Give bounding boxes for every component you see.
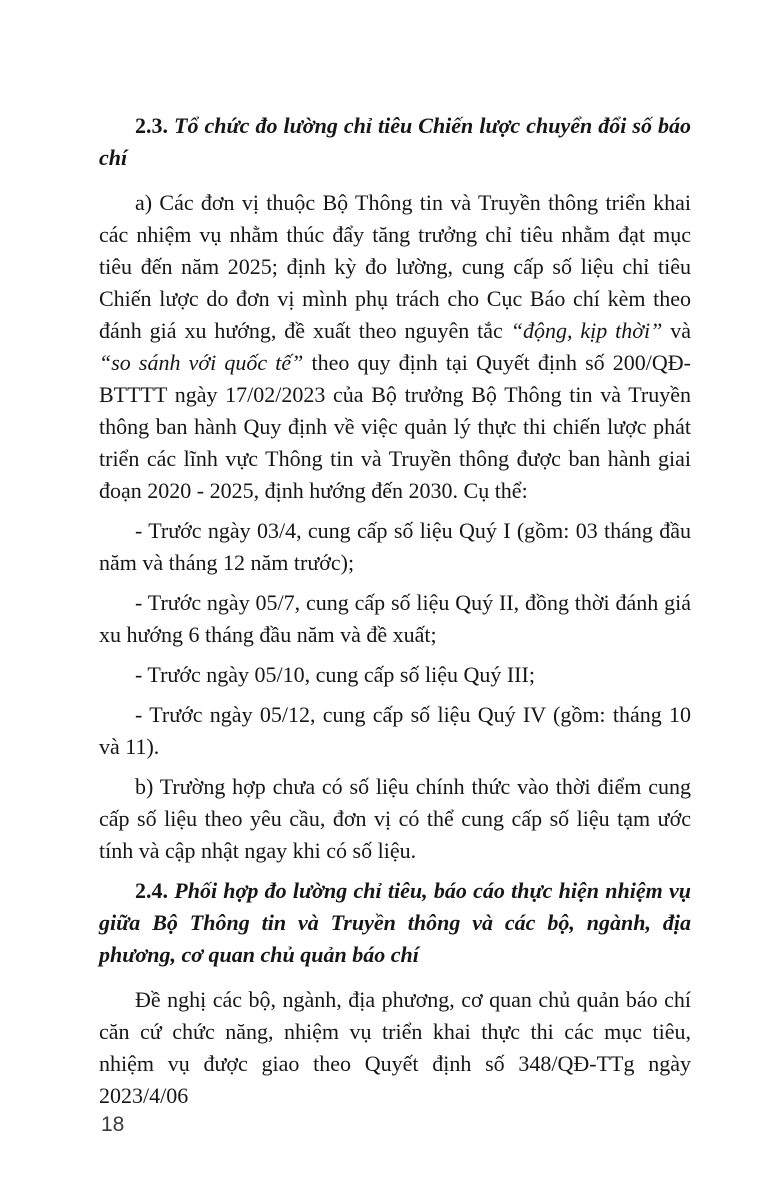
- page-content: [99, 104, 691, 1120]
- bullet-item-quarter-4: - Trước ngày 05/12, cung cấp số liệu Quý IV (gồm: tháng 10 và 11).: [99, 702, 691, 759]
- paragraph-a-text-2: và: [662, 318, 692, 343]
- section-2-3-number: 2.3.: [135, 113, 168, 138]
- paragraph-a-quote-1: “động, kịp thời”: [510, 318, 663, 343]
- page-number: 18: [101, 1113, 125, 1136]
- bullet-item-quarter-2: - Trước ngày 05/7, cung cấp số liệu Quý II, đồng thời đánh giá xu hướng 6 tháng đầu năm và đề xuất;: [99, 590, 691, 647]
- bullet-item-quarter-3: - Trước ngày 05/10, cung cấp số liệu Quý III;: [135, 662, 535, 687]
- paragraph-final: Đề nghị các bộ, ngành, địa phương, cơ quan chủ quản báo chí căn cứ chức năng, nhiệm vụ triển khai thực thi các mục tiêu, nhiệm vụ được giao theo Quyết định số 348/QĐ-TTg ngày 2023/4/06: [99, 987, 691, 1108]
- section-2-4-title: Phối hợp đo lường chỉ tiêu, báo cáo thực hiện nhiệm vụ giữa Bộ Thông tin và Truyền thông và các bộ, ngành, địa phương, cơ quan chủ quản báo chí: [99, 878, 691, 967]
- section-heading-2-3: [99, 110, 691, 174]
- paragraph-a-quote-2: “so sánh với quốc tế”: [99, 350, 304, 375]
- section-2-3-title: Tổ chức đo lường chỉ tiêu Chiến lược chuyển đổi số báo chí: [99, 113, 691, 170]
- paragraph-a-text-1: a) Các đơn vị thuộc Bộ Thông tin và Truyền thông triển khai các nhiệm vụ nhằm thúc đẩy tăng trưởng chỉ tiêu nhằm đạt mục tiêu đến năm 2025; định kỳ đo lường, cung cấp số liệu chỉ tiêu Chiến lược do đơn vị mình phụ trách cho Cục Báo chí kèm theo đánh giá xu hướng, đề xuất theo nguyên tắc: [99, 190, 691, 343]
- paragraph-b: b) Trường hợp chưa có số liệu chính thức vào thời điểm cung cấp số liệu theo yêu cầu, đơn vị có thể cung cấp số liệu tạm ước tính và cập nhật ngay khi có số liệu.: [99, 774, 691, 863]
- section-2-4-number: 2.4.: [135, 878, 168, 903]
- bullet-item-quarter-1: - Trước ngày 03/4, cung cấp số liệu Quý I (gồm: 03 tháng đầu năm và tháng 12 năm trước);: [99, 518, 691, 575]
- section-heading-2-4: [99, 875, 691, 971]
- paragraph-a-text-3: theo quy định tại Quyết định số 200/QĐ-BTTTT ngày 17/02/2023 của Bộ trưởng Bộ Thông tin và Truyền thông ban hành Quy định về việc quản lý thực thi chiến lược phát triển các lĩnh vực Thông tin và Truyền thông được ban hành giai đoạn 2020 - 2025, định hướng đến 2030. Cụ thể:: [99, 350, 691, 503]
- paragraph-a: [99, 187, 691, 507]
